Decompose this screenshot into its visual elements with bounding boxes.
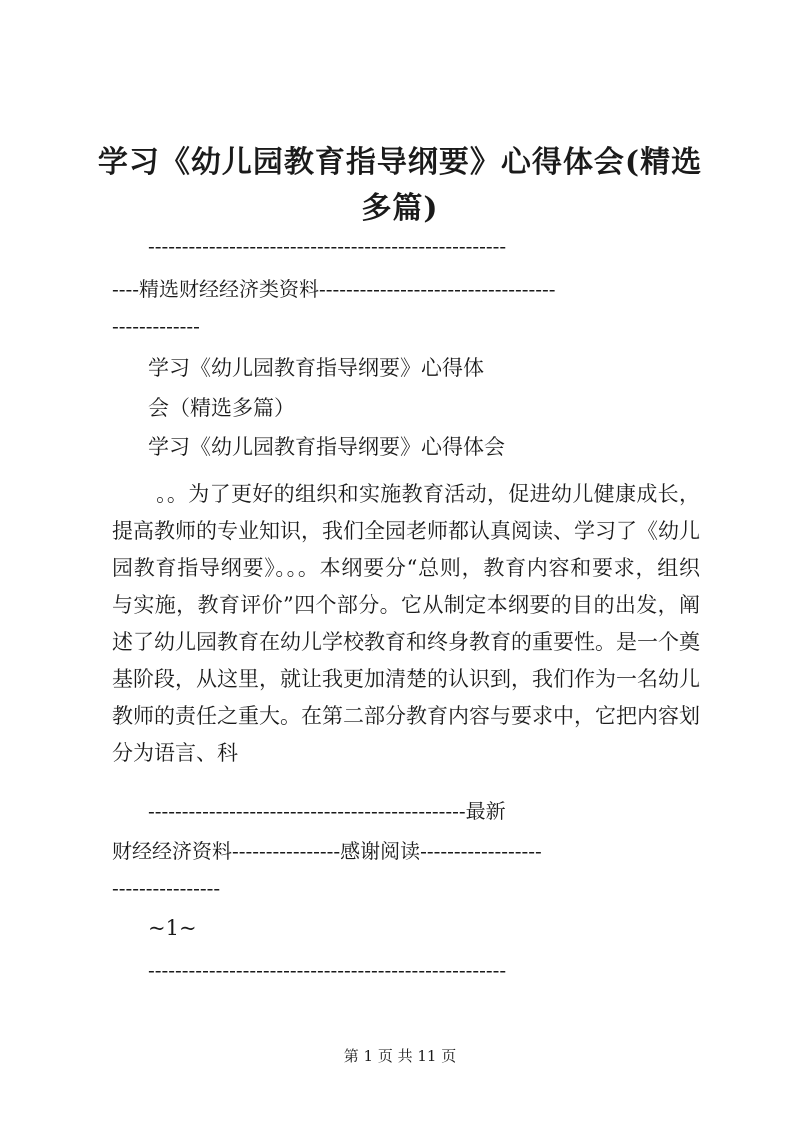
- page-marker: ~1~: [148, 916, 197, 940]
- footer-banner-line-3: ----------------: [112, 876, 221, 900]
- body-paragraph: 。。为了更好的组织和实施教育活动，促进幼儿健康成长，提高教师的专业知识，我们全园老师都认真阅读、学习了《幼儿园教育指导纲要》。。。本纲要分“总则，教育内容和要求，组织与实施，教育评价”四个部分。它从制定本纲要的目的出发，阐述了幼儿园教育在幼儿学校教育和终身教育的重要性。是一个奠基阶段，从这里，就让我更加清楚的认识到，我们作为一名幼儿教师的责任之重大。在第二部分教育内容与要求中，它把内容划分为语言、科: [112, 482, 700, 765]
- title-line-1: 学习《幼儿园教育指导纲要》心得体会(精选: [97, 145, 703, 180]
- header-banner-line-3: -------------: [112, 314, 200, 338]
- footer-banner-line-1: -----------------------------------------------最新: [148, 799, 506, 823]
- title-line-2: 多篇): [361, 191, 439, 226]
- section-heading-3: 学习《幼儿园教育指导纲要》心得体会: [148, 435, 505, 459]
- footer-banner-line-2: 财经经济资料----------------感谢阅读------------------: [112, 839, 542, 863]
- bottom-rule: -----------------------------------------------------: [148, 958, 507, 982]
- page-number-footer: 第 1 页 共 11 页: [343, 1047, 457, 1065]
- section-heading-1: 学习《幼儿园教育指导纲要》心得体: [148, 356, 484, 380]
- header-banner-line-1: -----------------------------------------------------: [148, 234, 507, 258]
- document-title: [80, 140, 720, 232]
- section-heading-2: 会（精选多篇）: [148, 396, 295, 420]
- header-banner-line-2: ----精选财经经济类资料-----------------------------------: [112, 277, 556, 301]
